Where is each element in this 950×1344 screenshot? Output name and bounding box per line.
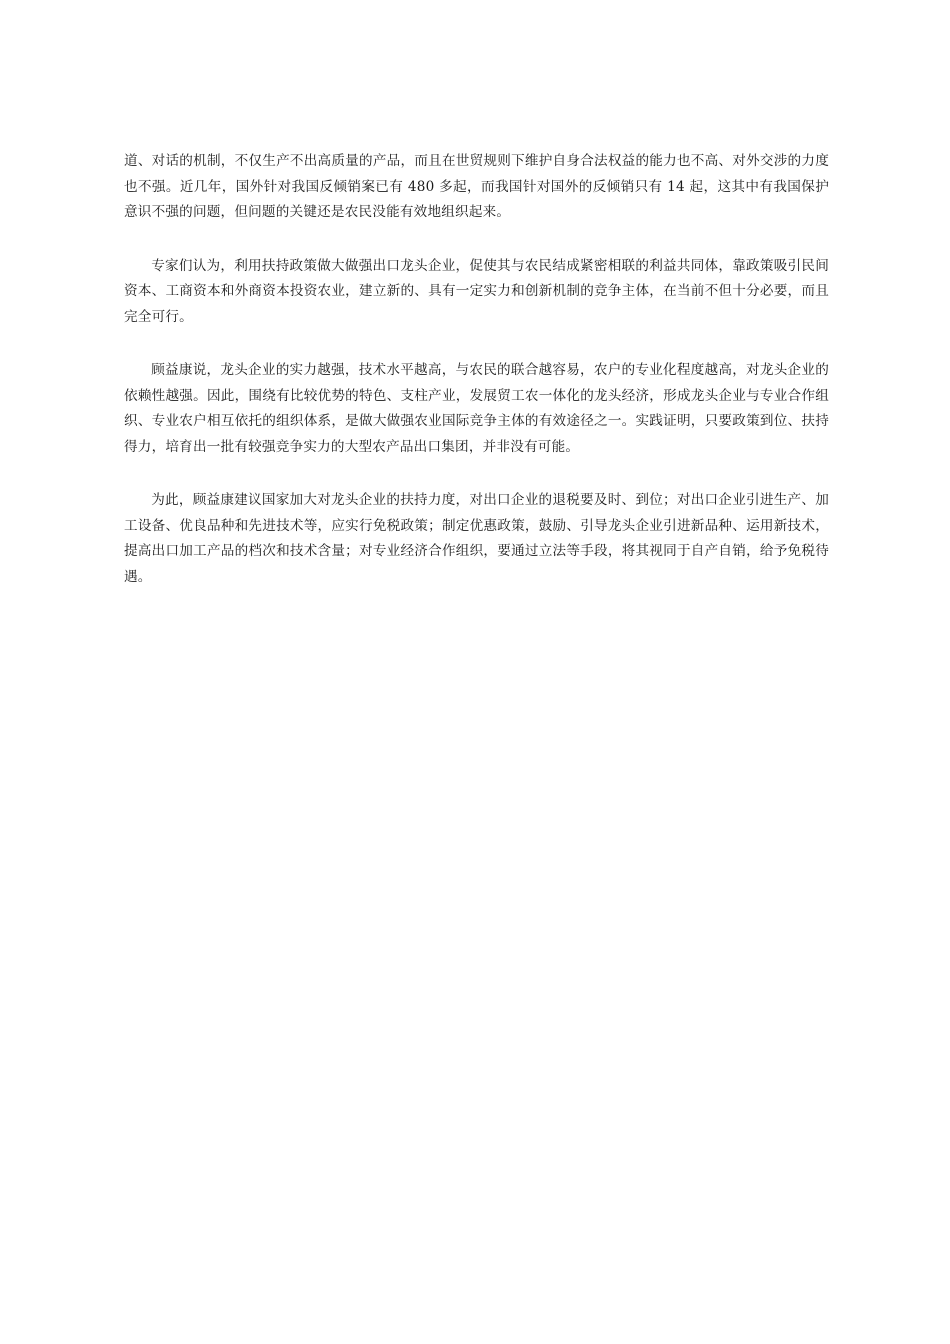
article-body — [124, 149, 829, 618]
paragraph-gu-yikang-statement: 顾益康说，龙头企业的实力越强，技术水平越高，与农民的联合越容易，农户的专业化程度越高，对龙头企业的依赖性越强。因此，围绕有比较优势的特色、支柱产业，发展贸工农一体化的龙头经济，形成龙头企业与专业合作组织、专业农户相互依托的组织体系，是做大做强农业国际竞争主体的有效途径之一。实践证明，只要政策到位、扶持得力，培育出一批有较强竞争实力的大型农产品出口集团，并非没有可能。 — [124, 362, 829, 455]
paragraph-experts-view: 专家们认为，利用扶持政策做大做强出口龙头企业，促使其与农民结成紧密相联的利益共同体，靠政策吸引民间资本、工商资本和外商资本投资农业，建立新的、具有一定实力和创新机制的竞争主体，在当前不但十分必要，而且完全可行。 — [124, 257, 829, 325]
paragraph-continuation: 道、对话的机制，不仅生产不出高质量的产品，而且在世贸规则下维护自身合法权益的能力也不高、对外交涉的力度也不强。近几年，国外针对我国反倾销案已有 480 多起，而我国针对国外的反倾销只有 14 起，这其中有我国保护意识不强的问题，但问题的关键还是农民没能有效地组织起来。 — [124, 153, 829, 220]
paragraph-recommendations: 为此，顾益康建议国家加大对龙头企业的扶持力度，对出口企业的退税要及时、到位；对出口企业引进生产、加工设备、优良品种和先进技术等，应实行免税政策；制定优惠政策，鼓励、引导龙头企业引进新品种、运用新技术，提高出口加工产品的档次和技术含量；对专业经济合作组织，要通过立法等手段，将其视同于自产自销，给予免税待遇。 — [124, 492, 829, 585]
